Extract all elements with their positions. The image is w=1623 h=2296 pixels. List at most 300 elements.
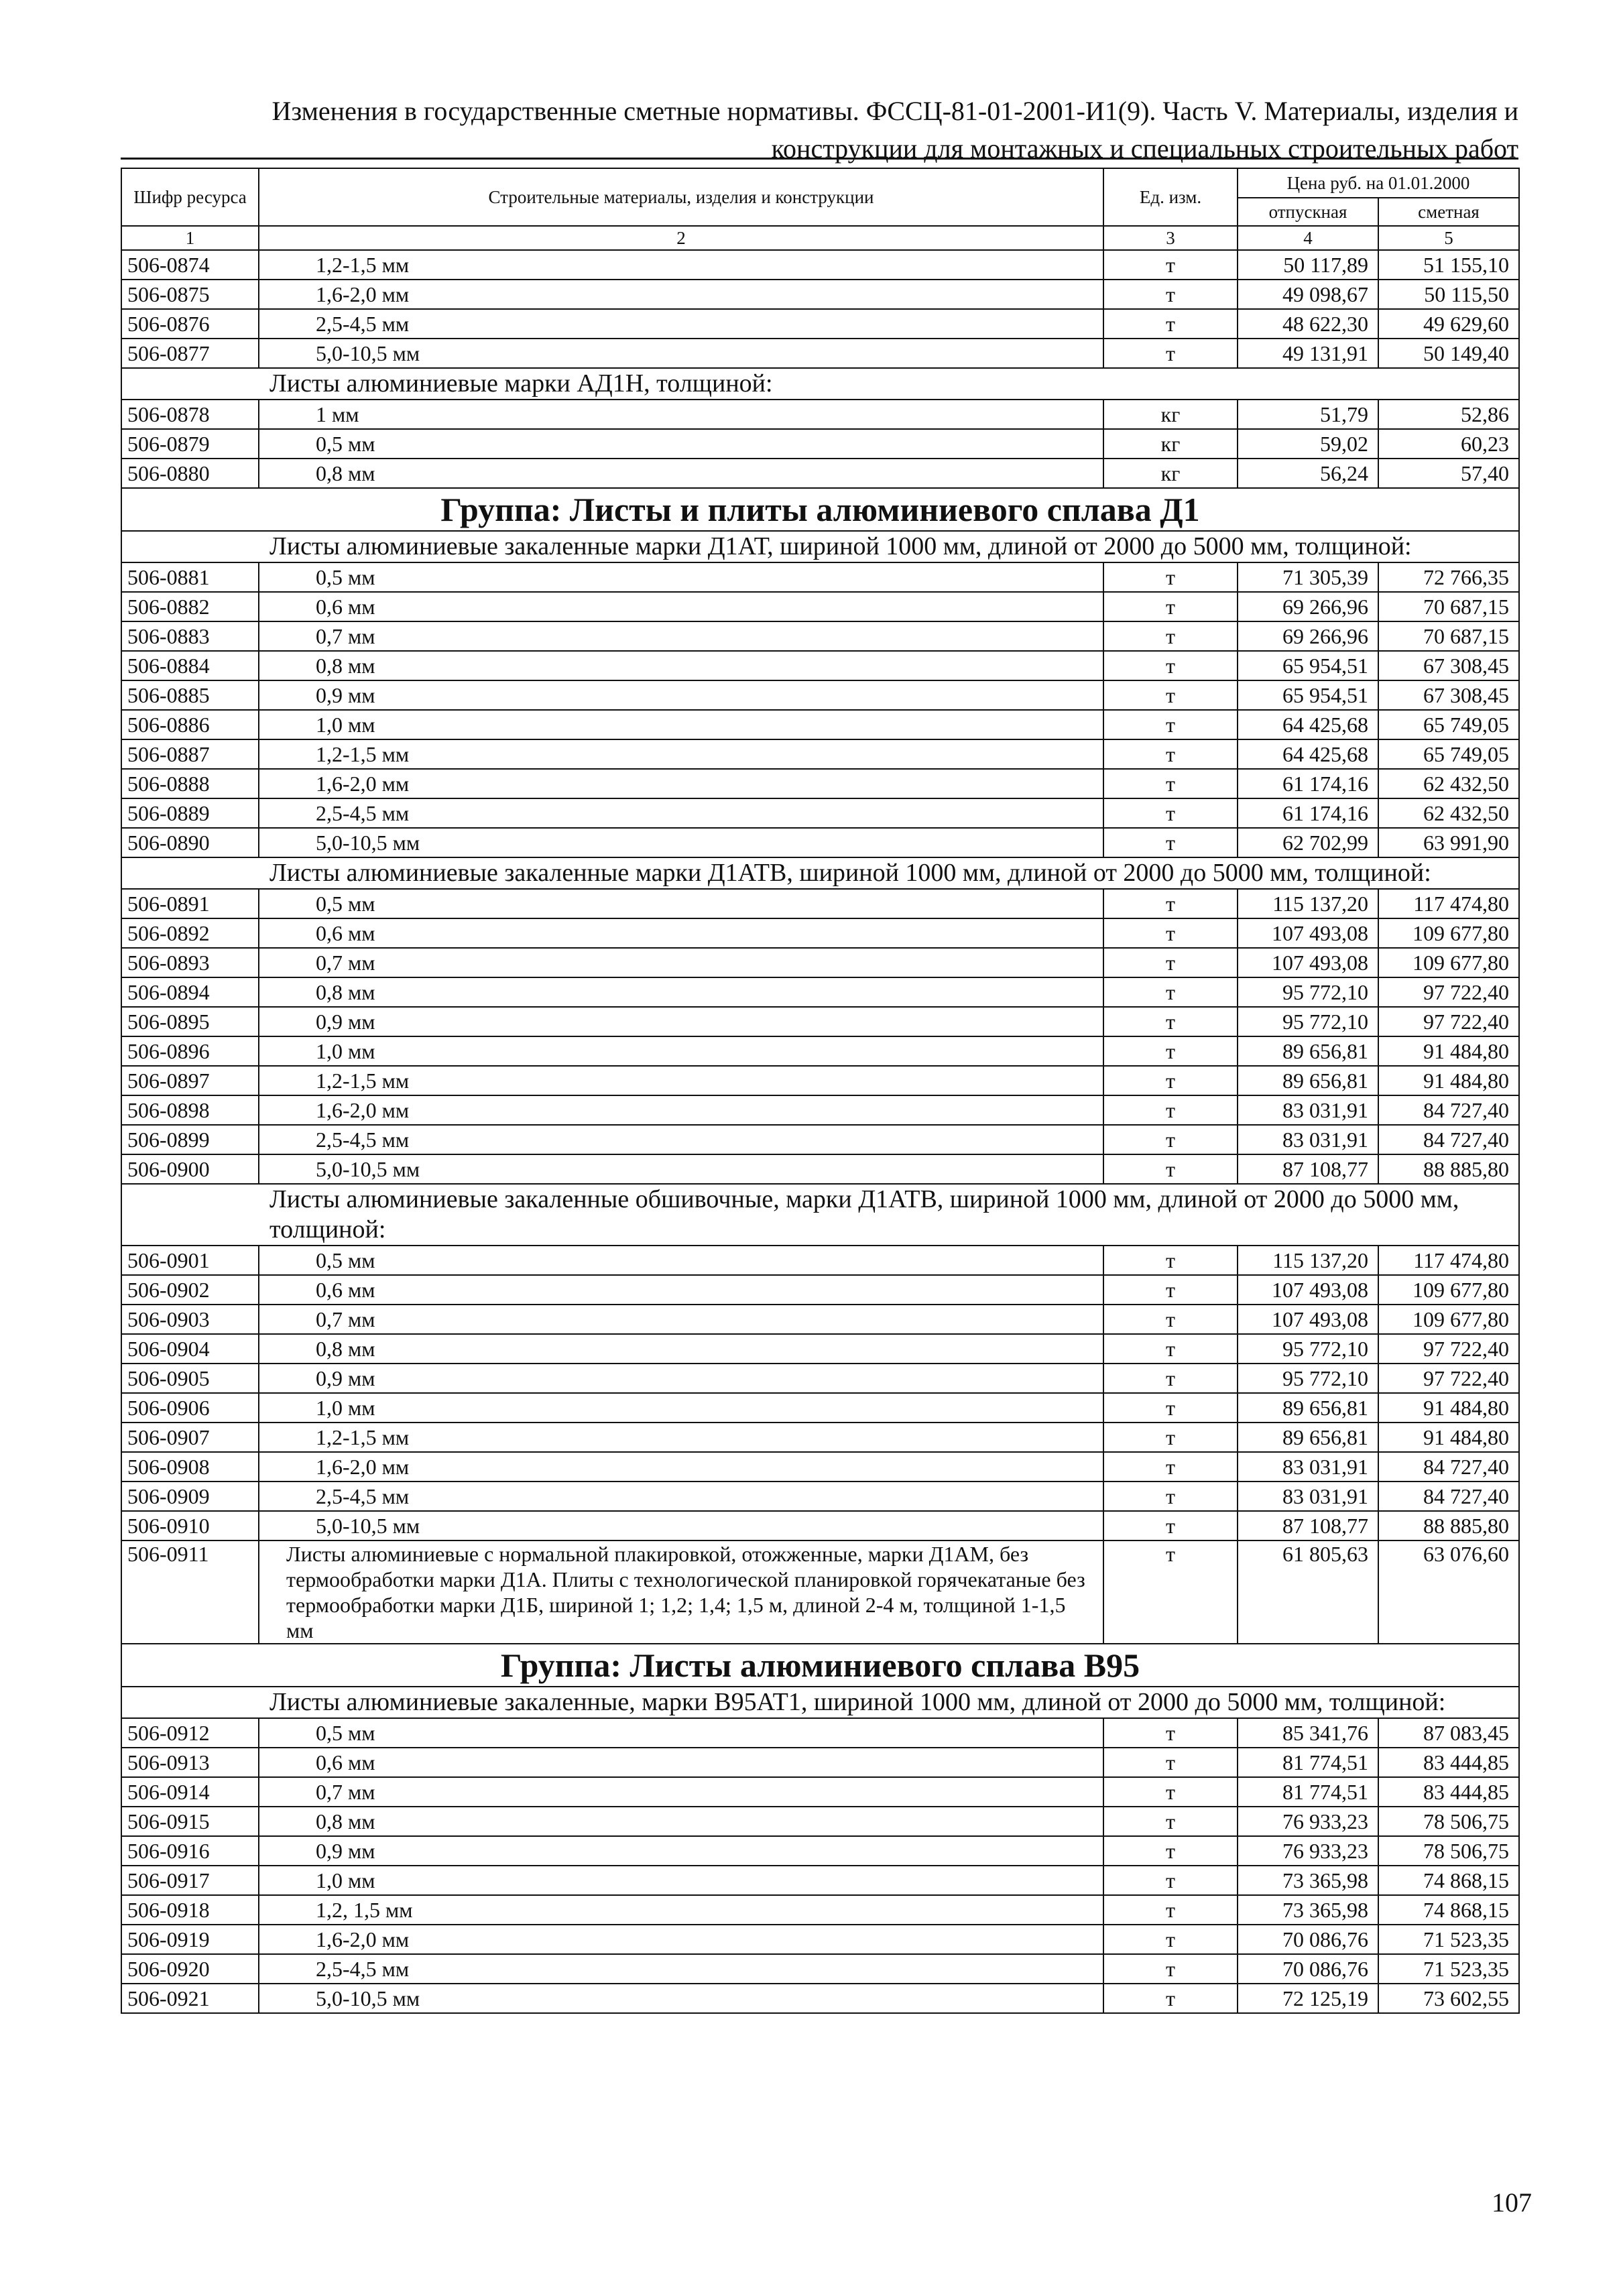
resource-code: 506-0891 — [121, 889, 259, 918]
estimate-price: 67 308,45 — [1378, 680, 1519, 710]
table-row — [121, 1925, 1519, 1954]
material-name: 1,0 мм — [259, 710, 1103, 739]
release-price: 61 174,16 — [1238, 769, 1378, 798]
unit-of-measure: т — [1103, 1718, 1238, 1748]
estimate-price: 83 444,85 — [1378, 1748, 1519, 1777]
subheading: Листы алюминиевые закаленные, марки В95АТ1, шириной 1000 мм, длиной от 2000 до 5000 мм, толщиной: — [121, 1687, 1519, 1718]
subheading-row — [121, 368, 1519, 400]
unit-of-measure: т — [1103, 1984, 1238, 2013]
estimate-price: 84 727,40 — [1378, 1482, 1519, 1511]
resource-code: 506-0900 — [121, 1154, 259, 1184]
estimate-price: 50 115,50 — [1378, 280, 1519, 309]
material-name: 0,8 мм — [259, 651, 1103, 680]
unit-of-measure: т — [1103, 1807, 1238, 1836]
estimate-price: 97 722,40 — [1378, 977, 1519, 1007]
estimate-price: 62 432,50 — [1378, 769, 1519, 798]
resource-code: 506-0898 — [121, 1095, 259, 1125]
release-price: 76 933,23 — [1238, 1807, 1378, 1836]
material-name: 0,7 мм — [259, 621, 1103, 651]
material-name: 1,0 мм — [259, 1866, 1103, 1895]
release-price: 72 125,19 — [1238, 1984, 1378, 2013]
resource-code: 506-0889 — [121, 798, 259, 828]
release-price: 48 622,30 — [1238, 309, 1378, 339]
resource-code: 506-0904 — [121, 1334, 259, 1364]
release-price: 50 117,89 — [1238, 250, 1378, 280]
material-name: 1,2-1,5 мм — [259, 1066, 1103, 1095]
resource-code: 506-0920 — [121, 1954, 259, 1984]
material-name: 2,5-4,5 мм — [259, 309, 1103, 339]
material-name: 2,5-4,5 мм — [259, 798, 1103, 828]
resource-code: 506-0895 — [121, 1007, 259, 1036]
material-name: 1,6-2,0 мм — [259, 1095, 1103, 1125]
material-name: 0,7 мм — [259, 1305, 1103, 1334]
table-row — [121, 769, 1519, 798]
table-row — [121, 948, 1519, 977]
release-price: 85 341,76 — [1238, 1718, 1378, 1748]
estimate-price: 62 432,50 — [1378, 798, 1519, 828]
table-row — [121, 680, 1519, 710]
unit-of-measure: т — [1103, 1777, 1238, 1807]
material-name: 0,5 мм — [259, 889, 1103, 918]
release-price: 65 954,51 — [1238, 680, 1378, 710]
estimate-price: 117 474,80 — [1378, 889, 1519, 918]
unit-of-measure: т — [1103, 1393, 1238, 1423]
unit-of-measure: т — [1103, 1334, 1238, 1364]
col-number: 2 — [259, 226, 1103, 250]
resource-code: 506-0887 — [121, 739, 259, 769]
estimate-price: 84 727,40 — [1378, 1095, 1519, 1125]
unit-of-measure: т — [1103, 977, 1238, 1007]
material-name: 1,6-2,0 мм — [259, 280, 1103, 309]
material-name: 2,5-4,5 мм — [259, 1954, 1103, 1984]
table-row — [121, 1777, 1519, 1807]
release-price: 95 772,10 — [1238, 1364, 1378, 1393]
unit-of-measure: т — [1103, 1836, 1238, 1866]
unit-of-measure: т — [1103, 562, 1238, 592]
table-row — [121, 1275, 1519, 1305]
material-name: 5,0-10,5 мм — [259, 1984, 1103, 2013]
resource-code: 506-0888 — [121, 769, 259, 798]
resource-code: 506-0880 — [121, 459, 259, 488]
material-name: 0,6 мм — [259, 918, 1103, 948]
unit-of-measure: т — [1103, 1154, 1238, 1184]
material-name: 0,6 мм — [259, 1275, 1103, 1305]
unit-of-measure: т — [1103, 309, 1238, 339]
resource-code: 506-0893 — [121, 948, 259, 977]
release-price: 95 772,10 — [1238, 977, 1378, 1007]
subheading: Листы алюминиевые марки АД1Н, толщиной: — [121, 368, 1519, 400]
estimate-price: 63 076,60 — [1378, 1540, 1519, 1644]
unit-of-measure: т — [1103, 1540, 1238, 1644]
resource-code: 506-0911 — [121, 1540, 259, 1644]
table-row — [121, 1393, 1519, 1423]
resource-code: 506-0884 — [121, 651, 259, 680]
table-row — [121, 977, 1519, 1007]
estimate-price: 74 868,15 — [1378, 1895, 1519, 1925]
group-heading: Группа: Листы и плиты алюминиевого сплава Д1 — [121, 488, 1519, 531]
estimate-price: 71 523,35 — [1378, 1925, 1519, 1954]
material-name: 1,2-1,5 мм — [259, 250, 1103, 280]
table-row — [121, 1452, 1519, 1482]
unit-of-measure: т — [1103, 1748, 1238, 1777]
table-row — [121, 1718, 1519, 1748]
resource-code: 506-0907 — [121, 1423, 259, 1452]
unit-of-measure: т — [1103, 948, 1238, 977]
col-header-estimate: сметная — [1378, 198, 1519, 226]
release-price: 65 954,51 — [1238, 651, 1378, 680]
release-price: 76 933,23 — [1238, 1836, 1378, 1866]
header-rule — [121, 158, 1518, 160]
estimate-price: 72 766,35 — [1378, 562, 1519, 592]
unit-of-measure: т — [1103, 250, 1238, 280]
release-price: 70 086,76 — [1238, 1954, 1378, 1984]
resource-code: 506-0921 — [121, 1984, 259, 2013]
estimate-price: 67 308,45 — [1378, 651, 1519, 680]
material-name: 1,0 мм — [259, 1393, 1103, 1423]
unit-of-measure: т — [1103, 710, 1238, 739]
table-row — [121, 459, 1519, 488]
estimate-price: 52,86 — [1378, 400, 1519, 429]
unit-of-measure: кг — [1103, 400, 1238, 429]
unit-of-measure: т — [1103, 889, 1238, 918]
material-name: 0,8 мм — [259, 977, 1103, 1007]
material-name: 1,2-1,5 мм — [259, 739, 1103, 769]
estimate-price: 78 506,75 — [1378, 1807, 1519, 1836]
table-row — [121, 562, 1519, 592]
price-table — [121, 168, 1520, 2014]
resource-code: 506-0917 — [121, 1866, 259, 1895]
release-price: 49 131,91 — [1238, 339, 1378, 368]
table-body — [121, 250, 1519, 2013]
group-heading-row — [121, 488, 1519, 531]
resource-code: 506-0890 — [121, 828, 259, 857]
estimate-price: 109 677,80 — [1378, 1305, 1519, 1334]
estimate-price: 74 868,15 — [1378, 1866, 1519, 1895]
unit-of-measure: т — [1103, 621, 1238, 651]
resource-code: 506-0913 — [121, 1748, 259, 1777]
resource-code: 506-0885 — [121, 680, 259, 710]
subheading: Листы алюминиевые закаленные обшивочные, марки Д1АТВ, шириной 1000 мм, длиной от 2000 до 5000 мм, толщиной: — [121, 1184, 1519, 1246]
resource-code: 506-0879 — [121, 429, 259, 459]
material-name: 0,5 мм — [259, 429, 1103, 459]
material-name: 0,8 мм — [259, 1334, 1103, 1364]
estimate-price: 88 885,80 — [1378, 1154, 1519, 1184]
release-price: 115 137,20 — [1238, 889, 1378, 918]
resource-code: 506-0919 — [121, 1925, 259, 1954]
table-row — [121, 1066, 1519, 1095]
table-row — [121, 1246, 1519, 1275]
release-price: 95 772,10 — [1238, 1334, 1378, 1364]
table-row — [121, 1836, 1519, 1866]
resource-code: 506-0897 — [121, 1066, 259, 1095]
col-header-unit: Ед. изм. — [1103, 168, 1238, 226]
resource-code: 506-0876 — [121, 309, 259, 339]
col-number: 1 — [121, 226, 259, 250]
estimate-price: 109 677,80 — [1378, 948, 1519, 977]
header-line-1: Изменения в государственные сметные нормативы. ФССЦ-81-01-2001-И1(9). Часть V. Материалы, изделия и — [272, 96, 1518, 126]
page-number: 107 — [1492, 2187, 1532, 2218]
release-price: 83 031,91 — [1238, 1125, 1378, 1154]
estimate-price: 97 722,40 — [1378, 1364, 1519, 1393]
estimate-price: 63 991,90 — [1378, 828, 1519, 857]
estimate-price: 51 155,10 — [1378, 250, 1519, 280]
unit-of-measure: т — [1103, 1095, 1238, 1125]
table-row — [121, 280, 1519, 309]
release-price: 64 425,68 — [1238, 739, 1378, 769]
subheading: Листы алюминиевые закаленные марки Д1АТВ, шириной 1000 мм, длиной от 2000 до 5000 мм, толщиной: — [121, 857, 1519, 889]
release-price: 49 098,67 — [1238, 280, 1378, 309]
material-name: 1,2-1,5 мм — [259, 1423, 1103, 1452]
resource-code: 506-0886 — [121, 710, 259, 739]
material-name: 2,5-4,5 мм — [259, 1482, 1103, 1511]
resource-code: 506-0874 — [121, 250, 259, 280]
estimate-price: 97 722,40 — [1378, 1007, 1519, 1036]
material-name: 0,7 мм — [259, 1777, 1103, 1807]
release-price: 69 266,96 — [1238, 621, 1378, 651]
table-row — [121, 1540, 1519, 1644]
table-row — [121, 309, 1519, 339]
estimate-price: 97 722,40 — [1378, 1334, 1519, 1364]
release-price: 51,79 — [1238, 400, 1378, 429]
subheading: Листы алюминиевые закаленные марки Д1АТ, шириной 1000 мм, длиной от 2000 до 5000 мм, толщиной: — [121, 531, 1519, 562]
resource-code: 506-0918 — [121, 1895, 259, 1925]
release-price: 89 656,81 — [1238, 1393, 1378, 1423]
table-row — [121, 339, 1519, 368]
material-name: 0,9 мм — [259, 1007, 1103, 1036]
release-price: 89 656,81 — [1238, 1036, 1378, 1066]
table-row — [121, 1036, 1519, 1066]
material-name: 1,6-2,0 мм — [259, 769, 1103, 798]
table-row — [121, 1423, 1519, 1452]
col-number: 3 — [1103, 226, 1238, 250]
release-price: 64 425,68 — [1238, 710, 1378, 739]
resource-code: 506-0894 — [121, 977, 259, 1007]
unit-of-measure: т — [1103, 1125, 1238, 1154]
estimate-price: 84 727,40 — [1378, 1452, 1519, 1482]
resource-code: 506-0882 — [121, 592, 259, 621]
subheading-row — [121, 1687, 1519, 1718]
table-row — [121, 1154, 1519, 1184]
material-name: 5,0-10,5 мм — [259, 828, 1103, 857]
unit-of-measure: т — [1103, 680, 1238, 710]
resource-code: 506-0909 — [121, 1482, 259, 1511]
estimate-price: 84 727,40 — [1378, 1125, 1519, 1154]
unit-of-measure: т — [1103, 1007, 1238, 1036]
estimate-price: 70 687,15 — [1378, 621, 1519, 651]
unit-of-measure: т — [1103, 339, 1238, 368]
subheading-row — [121, 531, 1519, 562]
estimate-price: 57,40 — [1378, 459, 1519, 488]
unit-of-measure: т — [1103, 1895, 1238, 1925]
release-price: 81 774,51 — [1238, 1748, 1378, 1777]
release-price: 107 493,08 — [1238, 1275, 1378, 1305]
table-row — [121, 1866, 1519, 1895]
release-price: 62 702,99 — [1238, 828, 1378, 857]
release-price: 83 031,91 — [1238, 1452, 1378, 1482]
group-heading-row — [121, 1644, 1519, 1687]
resource-code: 506-0875 — [121, 280, 259, 309]
estimate-price: 117 474,80 — [1378, 1246, 1519, 1275]
col-header-release: отпускная — [1238, 198, 1378, 226]
release-price: 59,02 — [1238, 429, 1378, 459]
resource-code: 506-0915 — [121, 1807, 259, 1836]
col-header-code: Шифр ресурса — [121, 168, 259, 226]
table-row — [121, 739, 1519, 769]
table-row — [121, 1095, 1519, 1125]
unit-of-measure: т — [1103, 1866, 1238, 1895]
resource-code: 506-0908 — [121, 1452, 259, 1482]
unit-of-measure: т — [1103, 1066, 1238, 1095]
material-name: 0,5 мм — [259, 1246, 1103, 1275]
unit-of-measure: т — [1103, 769, 1238, 798]
estimate-price: 88 885,80 — [1378, 1511, 1519, 1540]
material-name: 0,8 мм — [259, 1807, 1103, 1836]
resource-code: 506-0910 — [121, 1511, 259, 1540]
release-price: 89 656,81 — [1238, 1066, 1378, 1095]
estimate-price: 60,23 — [1378, 429, 1519, 459]
subheading-row — [121, 1184, 1519, 1246]
table-row — [121, 1334, 1519, 1364]
estimate-price: 78 506,75 — [1378, 1836, 1519, 1866]
table-row — [121, 1984, 1519, 2013]
resource-code: 506-0906 — [121, 1393, 259, 1423]
material-name: 0,8 мм — [259, 459, 1103, 488]
estimate-price: 91 484,80 — [1378, 1036, 1519, 1066]
release-price: 70 086,76 — [1238, 1925, 1378, 1954]
release-price: 71 305,39 — [1238, 562, 1378, 592]
unit-of-measure: т — [1103, 1511, 1238, 1540]
unit-of-measure: т — [1103, 1275, 1238, 1305]
estimate-price: 65 749,05 — [1378, 739, 1519, 769]
table-row — [121, 429, 1519, 459]
estimate-price: 91 484,80 — [1378, 1066, 1519, 1095]
unit-of-measure: т — [1103, 1364, 1238, 1393]
table-row — [121, 710, 1519, 739]
table-row — [121, 798, 1519, 828]
table-row — [121, 1305, 1519, 1334]
release-price: 95 772,10 — [1238, 1007, 1378, 1036]
resource-code: 506-0902 — [121, 1275, 259, 1305]
table-row — [121, 250, 1519, 280]
resource-code: 506-0905 — [121, 1364, 259, 1393]
table-row — [121, 1364, 1519, 1393]
table-row — [121, 918, 1519, 948]
material-name: 1 мм — [259, 400, 1103, 429]
header-line-2: конструкции для монтажных и специальных строительных работ — [771, 133, 1518, 164]
estimate-price: 70 687,15 — [1378, 592, 1519, 621]
material-name: Листы алюминиевые с нормальной плакировкой, отожженные, марки Д1АМ, без термообработки марки Д1А. Плиты с технологической планировкой горячекатаные без термообработки марки Д1Б, шириной 1; 1,2; 1,4; 1,5 м, длиной 2-4 м, толщиной 1-1,5 мм — [259, 1540, 1103, 1644]
estimate-price: 91 484,80 — [1378, 1393, 1519, 1423]
table-row — [121, 1482, 1519, 1511]
estimate-price: 109 677,80 — [1378, 918, 1519, 948]
resource-code: 506-0903 — [121, 1305, 259, 1334]
estimate-price: 91 484,80 — [1378, 1423, 1519, 1452]
resource-code: 506-0899 — [121, 1125, 259, 1154]
resource-code: 506-0881 — [121, 562, 259, 592]
table-row — [121, 1895, 1519, 1925]
unit-of-measure: т — [1103, 1482, 1238, 1511]
unit-of-measure: т — [1103, 828, 1238, 857]
table-row — [121, 889, 1519, 918]
table-row — [121, 1807, 1519, 1836]
release-price: 87 108,77 — [1238, 1154, 1378, 1184]
resource-code: 506-0892 — [121, 918, 259, 948]
table-row — [121, 592, 1519, 621]
table-row — [121, 400, 1519, 429]
unit-of-measure: т — [1103, 280, 1238, 309]
subheading-row — [121, 857, 1519, 889]
release-price: 107 493,08 — [1238, 948, 1378, 977]
estimate-price: 49 629,60 — [1378, 309, 1519, 339]
estimate-price: 83 444,85 — [1378, 1777, 1519, 1807]
unit-of-measure: т — [1103, 592, 1238, 621]
material-name: 0,6 мм — [259, 592, 1103, 621]
estimate-price: 73 602,55 — [1378, 1984, 1519, 2013]
resource-code: 506-0877 — [121, 339, 259, 368]
material-name: 5,0-10,5 мм — [259, 339, 1103, 368]
estimate-price: 50 149,40 — [1378, 339, 1519, 368]
estimate-price: 109 677,80 — [1378, 1275, 1519, 1305]
table-row — [121, 621, 1519, 651]
unit-of-measure: т — [1103, 798, 1238, 828]
resource-code: 506-0914 — [121, 1777, 259, 1807]
material-name: 2,5-4,5 мм — [259, 1125, 1103, 1154]
unit-of-measure: т — [1103, 1423, 1238, 1452]
material-name: 0,5 мм — [259, 562, 1103, 592]
material-name: 0,9 мм — [259, 680, 1103, 710]
unit-of-measure: т — [1103, 1452, 1238, 1482]
unit-of-measure: кг — [1103, 429, 1238, 459]
unit-of-measure: т — [1103, 1305, 1238, 1334]
material-name: 0,9 мм — [259, 1836, 1103, 1866]
material-name: 0,7 мм — [259, 948, 1103, 977]
unit-of-measure: т — [1103, 1246, 1238, 1275]
release-price: 83 031,91 — [1238, 1482, 1378, 1511]
release-price: 73 365,98 — [1238, 1895, 1378, 1925]
col-number: 4 — [1238, 226, 1378, 250]
running-header — [121, 93, 1518, 168]
release-price: 61 174,16 — [1238, 798, 1378, 828]
unit-of-measure: кг — [1103, 459, 1238, 488]
release-price: 87 108,77 — [1238, 1511, 1378, 1540]
col-header-price: Цена руб. на 01.01.2000 — [1238, 168, 1519, 198]
estimate-price: 87 083,45 — [1378, 1718, 1519, 1748]
table-row — [121, 1511, 1519, 1540]
unit-of-measure: т — [1103, 651, 1238, 680]
resource-code: 506-0883 — [121, 621, 259, 651]
material-name: 1,6-2,0 мм — [259, 1925, 1103, 1954]
resource-code: 506-0878 — [121, 400, 259, 429]
release-price: 81 774,51 — [1238, 1777, 1378, 1807]
col-header-name: Строительные материалы, изделия и конструкции — [259, 168, 1103, 226]
release-price: 69 266,96 — [1238, 592, 1378, 621]
unit-of-measure: т — [1103, 918, 1238, 948]
release-price: 61 805,63 — [1238, 1540, 1378, 1644]
resource-code: 506-0896 — [121, 1036, 259, 1066]
unit-of-measure: т — [1103, 1036, 1238, 1066]
unit-of-measure: т — [1103, 1954, 1238, 1984]
resource-code: 506-0912 — [121, 1718, 259, 1748]
table-row — [121, 828, 1519, 857]
col-number: 5 — [1378, 226, 1519, 250]
material-name: 5,0-10,5 мм — [259, 1154, 1103, 1184]
estimate-price: 65 749,05 — [1378, 710, 1519, 739]
material-name: 0,9 мм — [259, 1364, 1103, 1393]
table-row — [121, 1748, 1519, 1777]
table-row — [121, 1125, 1519, 1154]
release-price: 83 031,91 — [1238, 1095, 1378, 1125]
resource-code: 506-0916 — [121, 1836, 259, 1866]
